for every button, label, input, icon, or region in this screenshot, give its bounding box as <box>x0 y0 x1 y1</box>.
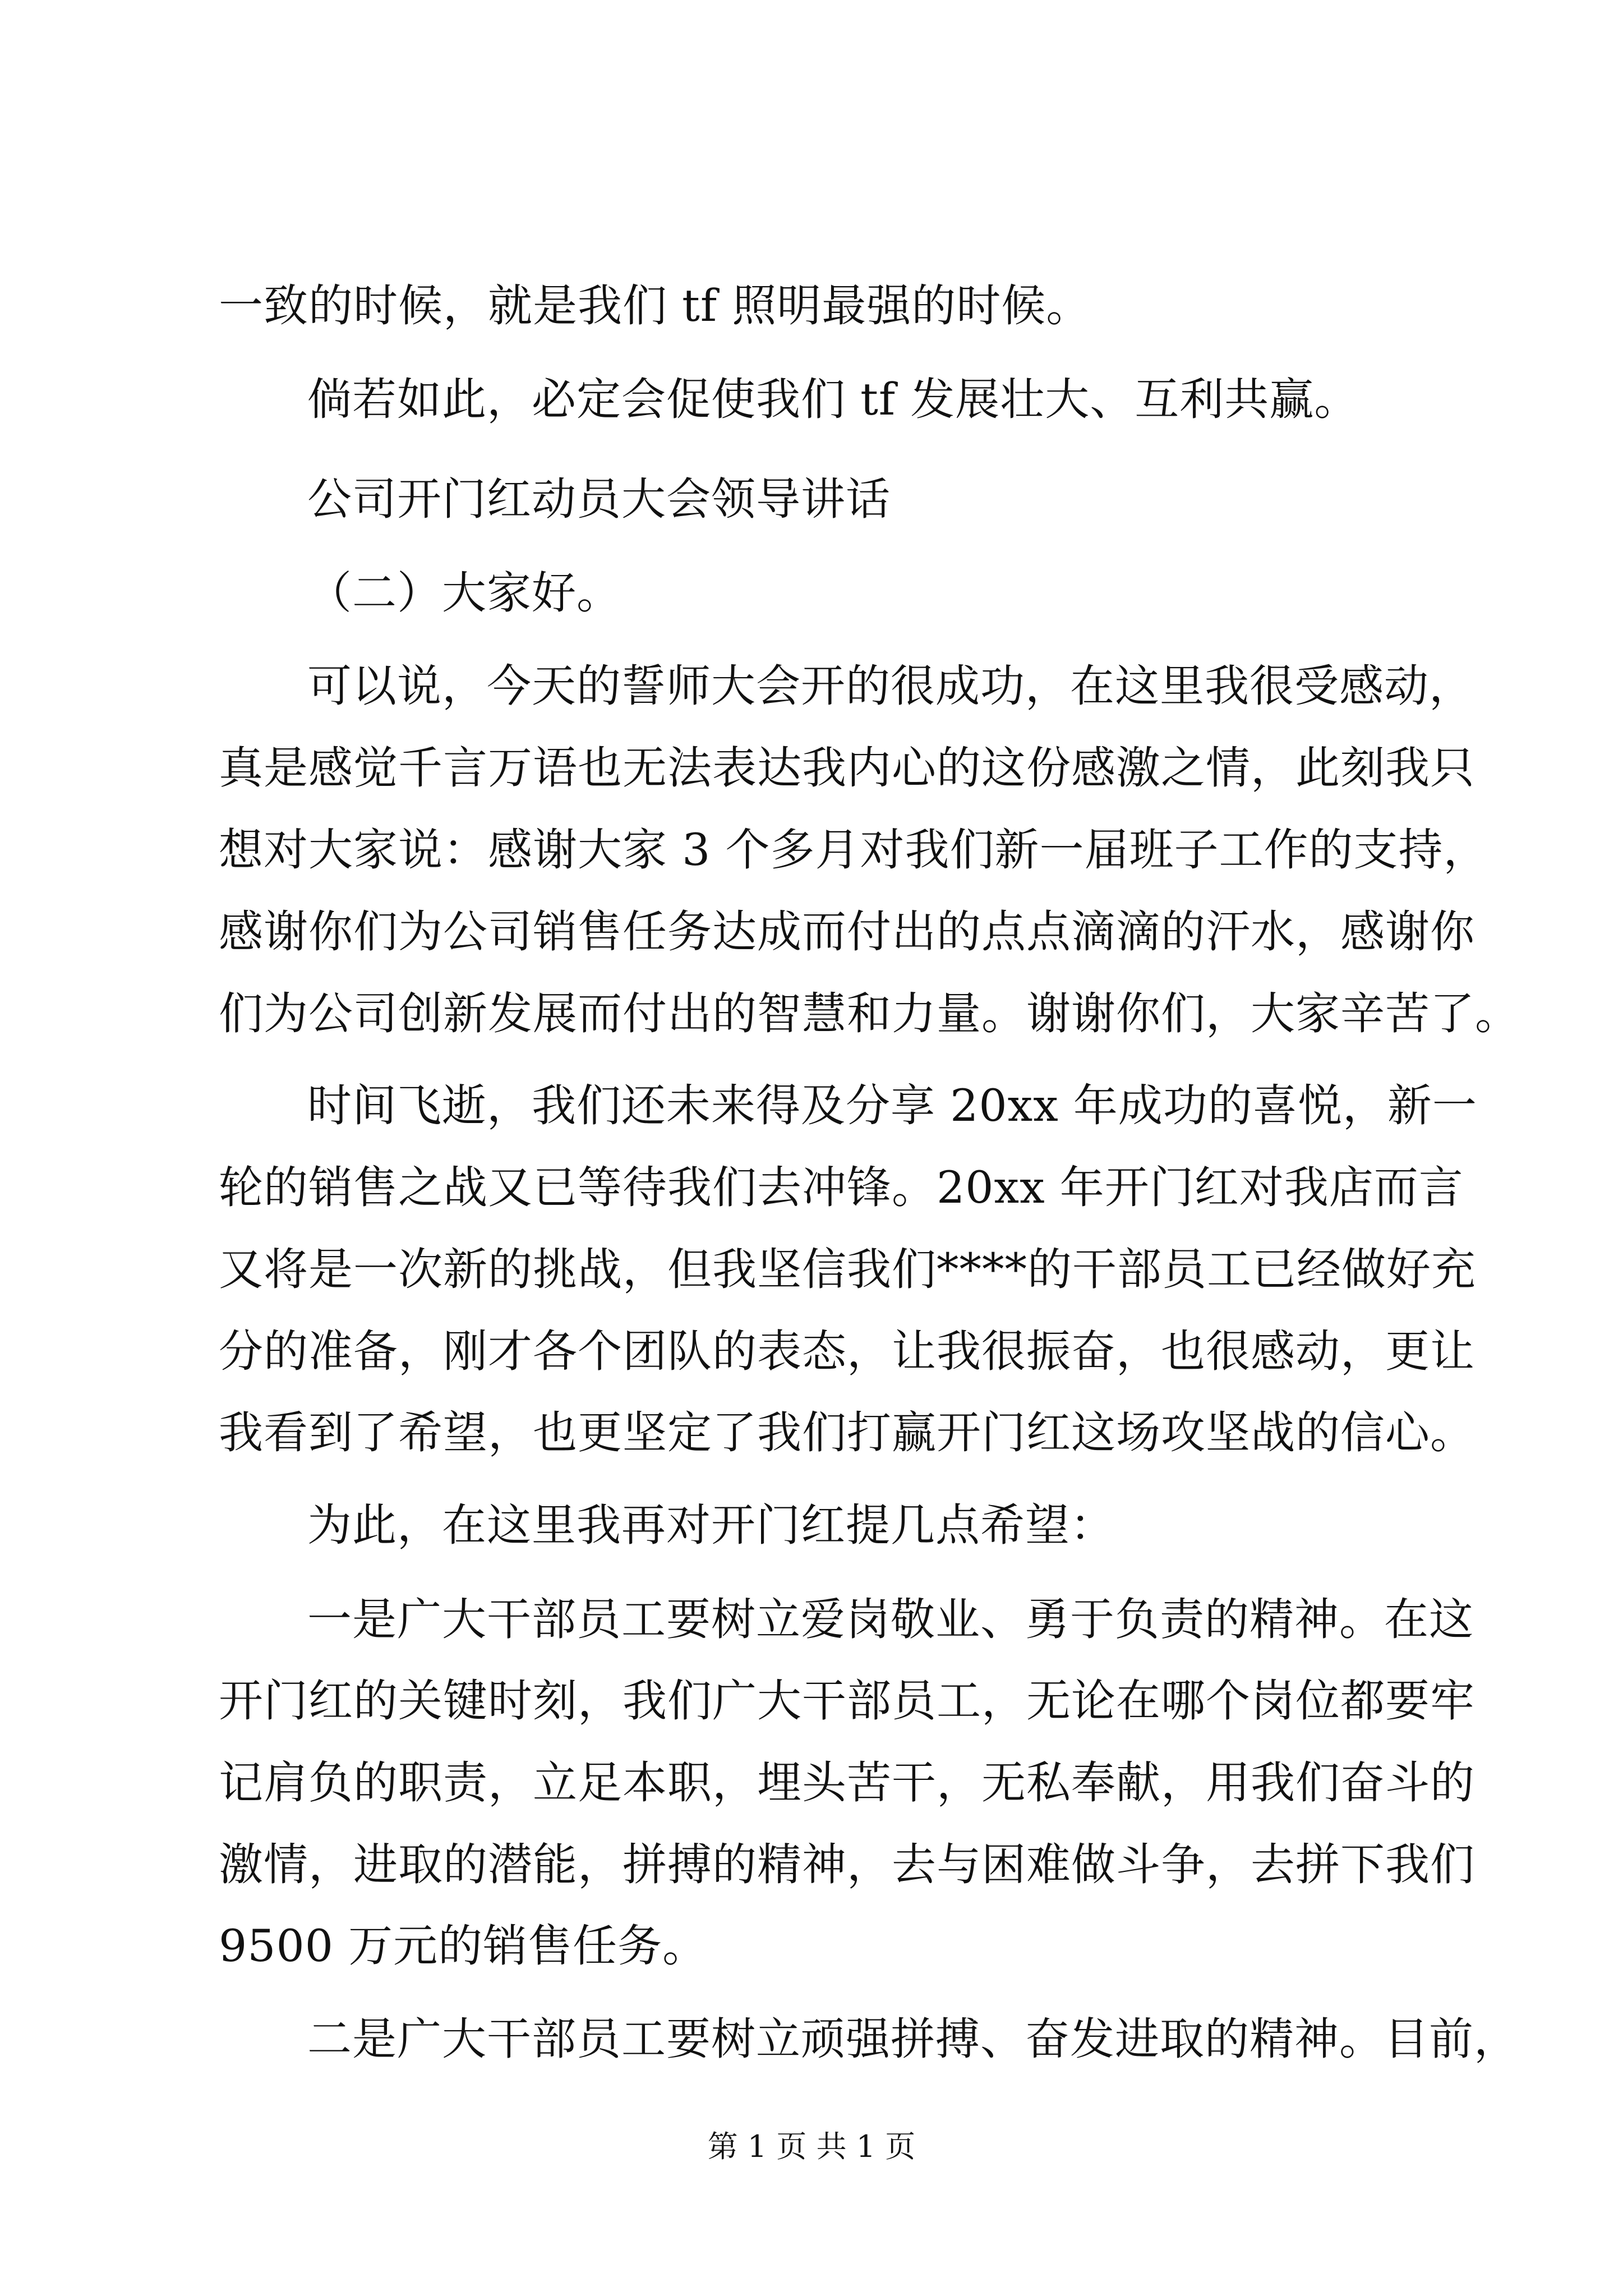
text-line-17: 开门红的关键时刻，我们广大干部员工，无论在哪个岗位都要牢 <box>219 1675 1475 1727</box>
section-title: 公司开门红动员大会领导讲话 <box>307 473 891 525</box>
text-line-1: 一致的时候，就是我们 tf 照明最强的时候。 <box>219 280 1091 332</box>
page-footer: 第 1 页 共 1 页 <box>707 2129 916 2164</box>
text-line-21: 二是广大干部员工要树立顽强拼搏、奋发进取的精神。目前， <box>307 2013 1519 2065</box>
text-line-16: 一是广大干部员工要树立爱岗敬业、勇于负责的精神。在这 <box>307 1594 1474 1645</box>
text-line-8: 感谢你们为公司销售任务达成而付出的点点滴滴的汗水，感谢你 <box>219 906 1475 958</box>
text-line-19: 激情，进取的潜能，拼搏的精神，去与困难做斗争，去拼下我们 <box>219 1839 1475 1890</box>
text-line-2: 倘若如此，必定会促使我们 tf 发展壮大、互利共赢。 <box>307 374 1359 425</box>
text-line-13: 分的准备，刚才各个团队的表态，让我很振奋，也很感动，更让 <box>219 1326 1475 1377</box>
text-line-12: 又将是一次新的挑战，但我坚信我们****的干部员工已经做好充 <box>219 1244 1476 1295</box>
text-line-6: 真是感觉千言万语也无法表达我内心的这份感激之情，此刻我只 <box>219 742 1475 794</box>
text-line-15: 为此，在这里我再对开门红提几点希望： <box>307 1499 1115 1551</box>
text-line-14: 我看到了希望，也更坚定了我们打赢开门红这场攻坚战的信心。 <box>219 1407 1475 1458</box>
text-line-4: （二）大家好。 <box>307 567 621 619</box>
text-line-10: 时间飞逝，我们还未来得及分享 20xx 年成功的喜悦，新一 <box>307 1080 1477 1131</box>
text-line-5: 可以说，今天的誓师大会开的很成功，在这里我很受感动， <box>307 660 1474 712</box>
text-line-18: 记肩负的职责，立足本职，埋头苦干，无私奉献，用我们奋斗的 <box>219 1757 1475 1809</box>
text-line-20: 9500 万元的销售任务。 <box>219 1920 708 1972</box>
text-line-9: 们为公司创新发展而付出的智慧和力量。谢谢你们，大家辛苦了。 <box>219 988 1520 1039</box>
text-line-11: 轮的销售之战又已等待我们去冲锋。20xx 年开门红对我店而言 <box>219 1162 1464 1213</box>
text-line-7: 想对大家说：感谢大家 3 个多月对我们新一届班子工作的支持， <box>219 824 1488 876</box>
